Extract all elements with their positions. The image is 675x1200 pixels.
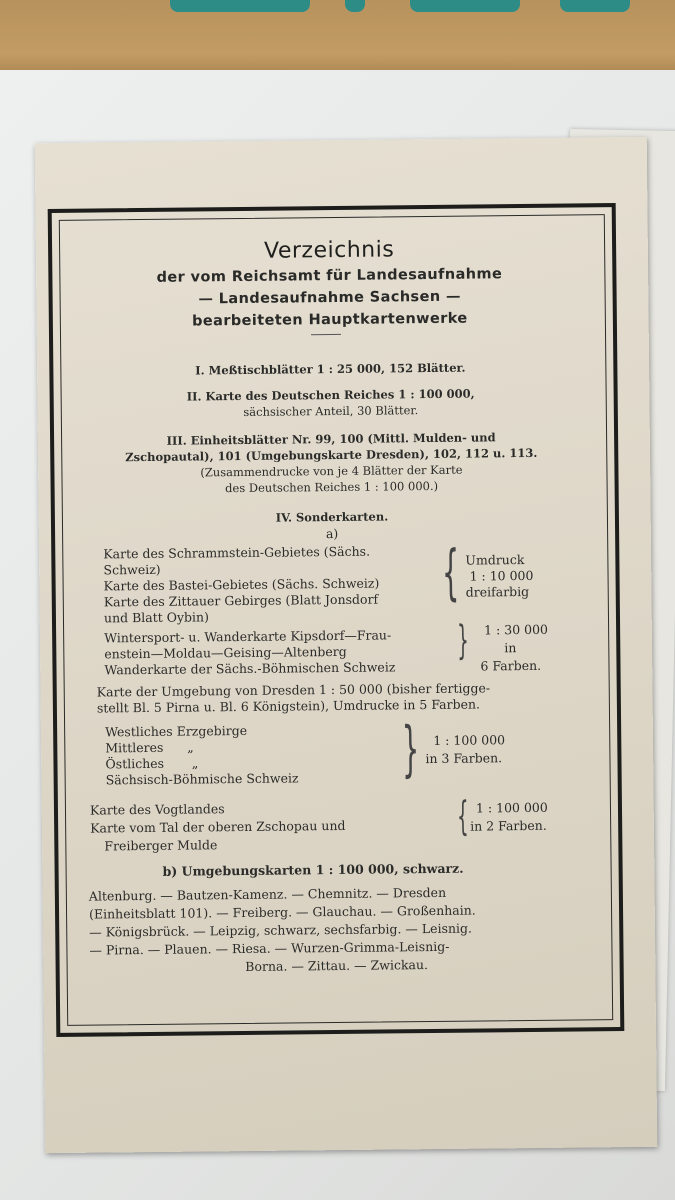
group2-line: enstein—Moldau—Geising—Altenberg <box>104 643 347 662</box>
group3-note: in 3 Farben. <box>425 750 503 767</box>
group2-note: in <box>504 640 517 656</box>
divider <box>311 334 341 335</box>
section-iii-line: des Deutschen Reiches 1 : 100 000.) <box>225 478 439 496</box>
directory-content <box>52 207 614 1025</box>
dresden-line: Karte der Umgebung von Dresden 1 : 50 000 (bisher fertigge- <box>96 680 491 700</box>
group1-note: 1 : 10 000 <box>469 567 534 584</box>
group2-note: 1 : 30 000 <box>484 621 549 638</box>
bordered-frame <box>48 203 625 1037</box>
group1-line: und Blatt Oybin) <box>103 609 210 626</box>
group2-line: Wanderkarte der Sächs.-Böhmischen Schweiz <box>104 659 396 678</box>
group4-note: 1 : 100 000 <box>475 799 548 816</box>
group1-note: dreifarbig <box>465 583 530 600</box>
subtitle-line: — Landesaufnahme Sachsen — <box>198 288 461 308</box>
section-b-heading: b) Umgebungskarten 1 : 100 000, schwarz. <box>162 860 464 879</box>
cardboard-background <box>0 0 675 78</box>
subtitle-line: bearbeiteten Hauptkartenwerke <box>192 310 468 330</box>
group1-line: Karte des Zittauer Gebirges (Blatt Jonsdorf <box>103 591 379 610</box>
group2-note: 6 Farben. <box>480 657 542 674</box>
section-iv-heading: IV. Sonderkarten. <box>275 509 389 525</box>
bracket-symbol: } <box>456 617 469 664</box>
subtitle-line: der vom Reichsamt für Landesaufnahme <box>156 266 503 286</box>
group3-note: 1 : 100 000 <box>433 732 506 748</box>
teal-print-mark <box>170 0 310 12</box>
dresden-line: stellt Bl. 5 Pirna u. Bl. 6 Königstein), Umdrucke in 5 Farben. <box>96 696 481 716</box>
section-b-line: — Pirna. — Plauen. — Riesa. — Wurzen-Grimma-Leisnig- <box>89 938 450 958</box>
group1-line: Schweiz) <box>103 561 161 578</box>
group3-line: Östliches „ <box>105 755 199 772</box>
bracket-symbol: } <box>401 714 420 785</box>
section-b-line: — Königsbrück. — Leipzig, schwarz, sechsfarbig. — Leisnig. <box>89 920 473 940</box>
teal-print-mark <box>410 0 520 12</box>
section-b-line: Borna. — Zittau. — Zwickau. <box>245 957 429 974</box>
teal-print-mark <box>345 0 365 12</box>
bracket-symbol: { <box>441 537 460 608</box>
group3-line: Westliches Erzgebirge <box>105 722 248 740</box>
page-title: Verzeichnis <box>263 237 395 264</box>
section-ii-line: sächsischer Anteil, 30 Blätter. <box>243 403 419 419</box>
group4-line: Freiberger Mulde <box>104 837 218 854</box>
teal-print-mark <box>560 0 630 12</box>
group4-line: Karte des Vogtlandes <box>89 801 225 818</box>
group4-line: Karte vom Tal der oberen Zschopau und <box>90 817 346 836</box>
section-i: I. Meßtischblätter 1 : 25 000, 152 Blätter. <box>195 360 466 378</box>
group2-line: Wintersport- u. Wanderkarte Kipsdorf—Frau- <box>104 627 392 646</box>
section-iii-line: III. Einheitsblätter Nr. 99, 100 (Mittl. Mulden- und <box>166 430 496 448</box>
group1-line: Karte des Schrammstein-Gebietes (Sächs. <box>103 543 371 562</box>
group4-note: in 2 Farben. <box>470 817 547 834</box>
group3-line: Sächsisch-Böhmische Schweiz <box>105 770 299 788</box>
group3-line: Mittleres „ <box>105 739 194 756</box>
section-b-line: Altenburg. — Bautzen-Kamenz. — Chemnitz. — Dresden <box>88 884 447 904</box>
section-b-line: (Einheitsblatt 101). — Freiberg. — Glauchau. — Großenhain. <box>88 902 476 922</box>
group1-line: Karte des Bastei-Gebietes (Sächs. Schweiz) <box>103 575 380 594</box>
section-iii-line: Zschopautal), 101 (Umgebungskarte Dresden), 102, 112 u. 113. <box>125 445 538 465</box>
section-iii-line: (Zusammendrucke von je 4 Blätter der Karte <box>200 462 463 480</box>
subsection-a: a) <box>325 525 339 542</box>
group1-note: Umdruck <box>465 552 525 568</box>
section-ii-line: II. Karte des Deutschen Reiches 1 : 100 000, <box>186 386 475 404</box>
bracket-symbol: { <box>456 793 469 840</box>
